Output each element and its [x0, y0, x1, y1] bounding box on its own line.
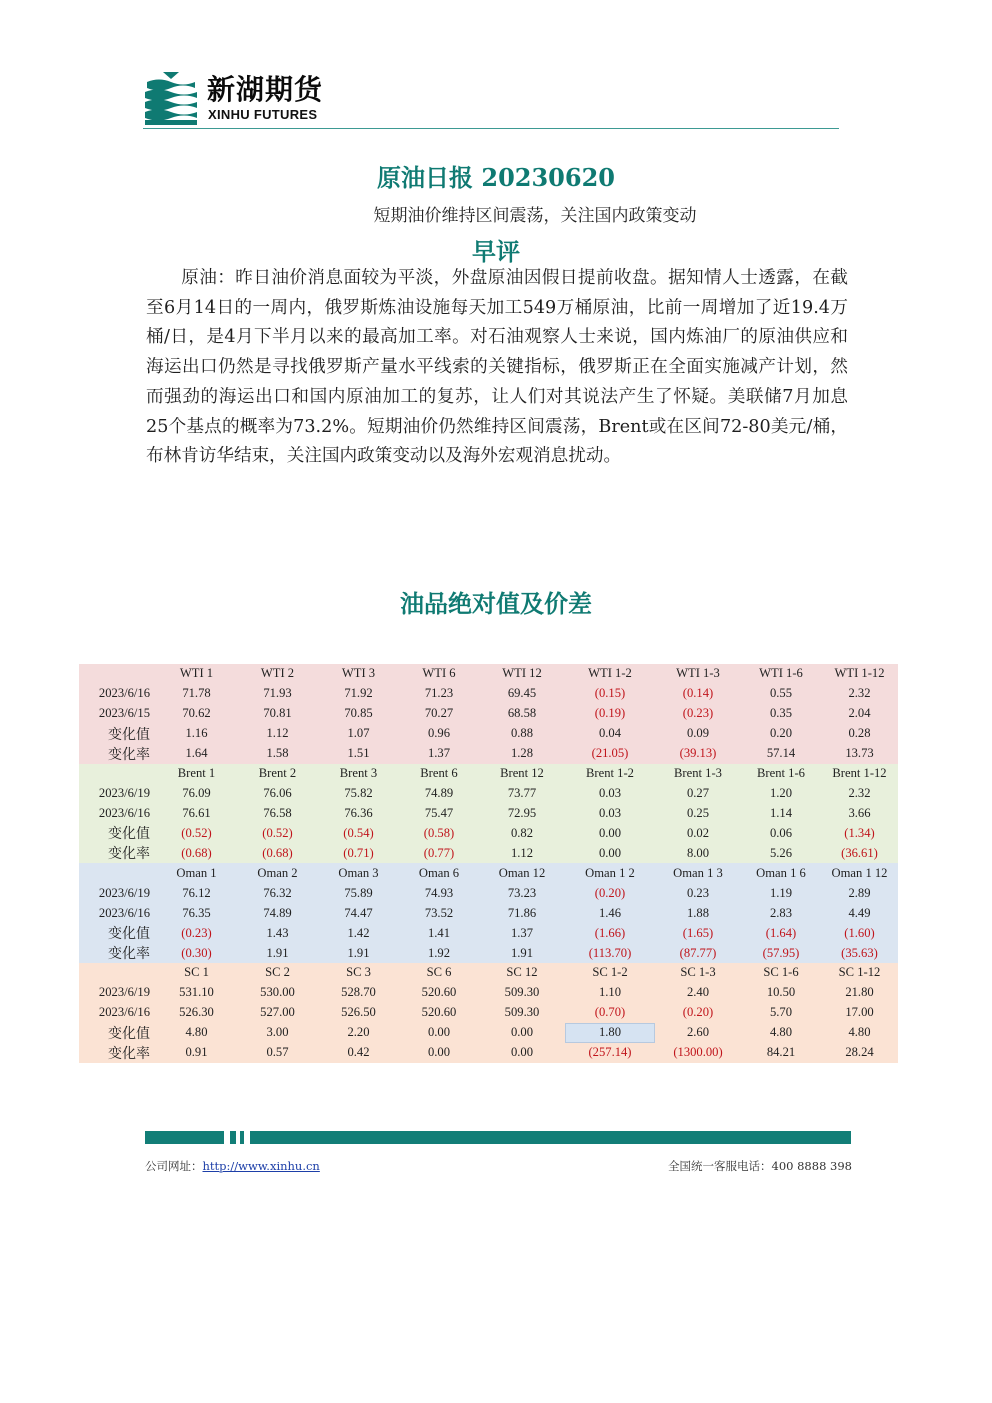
value-cell: 527.00 [237, 1003, 318, 1023]
column-header-cell: Oman 1 12 [821, 863, 898, 883]
value-cell: 73.77 [479, 784, 565, 804]
value-cell: 1.19 [741, 883, 821, 903]
value-cell: 0.25 [655, 803, 741, 823]
column-header-cell: Brent 1-3 [655, 764, 741, 784]
value-cell: (1.34) [821, 823, 898, 843]
value-cell: 0.20 [741, 724, 821, 744]
morning-review-heading: 早评 [472, 237, 520, 266]
value-cell: 1.37 [479, 923, 565, 943]
value-cell: 0.02 [655, 823, 741, 843]
value-cell: 509.30 [479, 1003, 565, 1023]
value-cell: 531.10 [156, 983, 237, 1003]
value-cell: (39.13) [655, 744, 741, 764]
value-cell: (257.14) [565, 1043, 655, 1063]
column-header-cell: Oman 1 3 [655, 863, 741, 883]
value-cell: 0.27 [655, 784, 741, 804]
column-header-cell: Brent 1-2 [565, 764, 655, 784]
report-title: 原油日报 20230620 [377, 163, 615, 192]
value-cell: 0.00 [479, 1023, 565, 1043]
value-cell: 13.73 [821, 744, 898, 764]
value-cell: 75.82 [318, 784, 399, 804]
value-cell: 1.91 [479, 943, 565, 963]
value-cell: 0.00 [399, 1043, 479, 1063]
value-cell: 2.32 [821, 784, 898, 804]
value-cell: 2.83 [741, 903, 821, 923]
value-cell: 0.23 [655, 883, 741, 903]
footer-site-link[interactable]: http://www.xinhu.cn [202, 1159, 320, 1173]
value-cell: 70.81 [237, 704, 318, 724]
value-cell: 0.04 [565, 724, 655, 744]
row-label-cell: 2023/6/16 [79, 803, 156, 823]
value-cell: 530.00 [237, 983, 318, 1003]
footer-hotline: 全国统一客服电话：400 8888 398 [668, 1159, 852, 1173]
value-cell: (0.68) [156, 843, 237, 863]
value-cell: 528.70 [318, 983, 399, 1003]
row-label-cell: 2023/6/16 [79, 684, 156, 704]
row-label-cell: 2023/6/19 [79, 784, 156, 804]
footer-site-label: 公司网址： [145, 1159, 203, 1173]
column-header-cell: SC 12 [479, 963, 565, 983]
table-row [79, 803, 898, 823]
row-label-cell: 变化率 [79, 843, 156, 863]
footer-bar-segment-2 [230, 1131, 236, 1144]
oil-price-table [79, 664, 898, 1063]
footer-bar-segment-4 [250, 1131, 851, 1144]
value-cell: 70.85 [318, 704, 399, 724]
value-cell: 71.93 [237, 684, 318, 704]
table-row [79, 704, 898, 724]
value-cell: 2.40 [655, 983, 741, 1003]
value-cell: 71.86 [479, 903, 565, 923]
value-cell: (0.14) [655, 684, 741, 704]
value-cell: (0.23) [655, 704, 741, 724]
value-cell: (113.70) [565, 943, 655, 963]
value-cell: (0.58) [399, 823, 479, 843]
column-header-cell: Oman 3 [318, 863, 399, 883]
value-cell: (0.71) [318, 843, 399, 863]
value-cell: 0.09 [655, 724, 741, 744]
value-cell: 0.00 [565, 823, 655, 843]
value-cell: 5.26 [741, 843, 821, 863]
footer-website [145, 1158, 320, 1174]
company-logo [143, 70, 333, 126]
value-cell: 4.49 [821, 903, 898, 923]
value-cell: 0.00 [479, 1043, 565, 1063]
row-label-cell: 2023/6/16 [79, 1003, 156, 1023]
morning-review-text: 原油：昨日油价消息面较为平淡，外盘原油因假日提前收盘。据知情人士透露，在截至6月14日的一周内，俄罗斯炼油设施每天加工549万桶原油，比前一周增加了近19.4万桶/日，是4月下半月以来的最高加工率。对石油观察人士来说，国内炼油厂的原油供应和海运出口仍然是寻找俄罗斯产量水平线索的关键指标，俄罗斯正在全面实施减产计划，然而强劲的海运出口和国内原油加工的复苏，让人们对其说法产生了怀疑。美联储7月加息25个基点的概率为73.2%。短期油价仍然维持区间震荡，Brent或在区间72-80美元/桶，布林肯访华结束，关注国内政策变动以及海外宏观消息扰动。 [146, 268, 848, 467]
value-cell: 1.42 [318, 923, 399, 943]
value-cell: 3.00 [237, 1023, 318, 1043]
row-label-cell: 变化率 [79, 943, 156, 963]
value-cell: 0.42 [318, 1043, 399, 1063]
value-cell: 0.96 [399, 724, 479, 744]
table-section-header-row [79, 764, 898, 784]
value-cell: 4.80 [821, 1023, 898, 1043]
value-cell: 1.88 [655, 903, 741, 923]
column-header-cell: WTI 2 [237, 664, 318, 684]
value-cell: (36.61) [821, 843, 898, 863]
value-cell: 0.91 [156, 1043, 237, 1063]
value-cell: 76.35 [156, 903, 237, 923]
table-row [79, 1003, 898, 1023]
logo-name-en: XINHU FUTURES [208, 107, 318, 122]
value-cell: 0.55 [741, 684, 821, 704]
value-cell: 0.28 [821, 724, 898, 744]
table-section-header-row [79, 863, 898, 883]
value-cell: 2.32 [821, 684, 898, 704]
value-cell: 21.80 [821, 983, 898, 1003]
value-cell: 71.92 [318, 684, 399, 704]
value-cell: 70.62 [156, 704, 237, 724]
value-cell: (1300.00) [655, 1043, 741, 1063]
column-header-cell: Brent 12 [479, 764, 565, 784]
value-cell: 76.36 [318, 803, 399, 823]
value-cell: 520.60 [399, 983, 479, 1003]
value-cell: (0.70) [565, 1003, 655, 1023]
value-cell: 0.03 [565, 803, 655, 823]
value-cell: (0.15) [565, 684, 655, 704]
table-row [79, 784, 898, 804]
value-cell: 526.50 [318, 1003, 399, 1023]
value-cell: 69.45 [479, 684, 565, 704]
value-cell: (0.20) [655, 1003, 741, 1023]
value-cell: 73.52 [399, 903, 479, 923]
value-cell: 1.43 [237, 923, 318, 943]
value-cell: 68.58 [479, 704, 565, 724]
value-cell: 74.89 [399, 784, 479, 804]
column-header-cell: WTI 12 [479, 664, 565, 684]
value-cell: 1.51 [318, 744, 399, 764]
row-label-cell: 变化值 [79, 1023, 156, 1043]
value-cell: 526.30 [156, 1003, 237, 1023]
value-cell: 0.82 [479, 823, 565, 843]
value-cell: 70.27 [399, 704, 479, 724]
value-cell: (21.05) [565, 744, 655, 764]
column-header-cell: Brent 1-12 [821, 764, 898, 784]
row-label-cell: 变化值 [79, 923, 156, 943]
column-header-cell: Oman 1 6 [741, 863, 821, 883]
value-cell: 4.80 [741, 1023, 821, 1043]
value-cell: (0.52) [156, 823, 237, 843]
column-header-cell: WTI 3 [318, 664, 399, 684]
selected-value-cell: 1.80 [565, 1023, 655, 1043]
value-cell: 1.46 [565, 903, 655, 923]
value-cell: 1.37 [399, 744, 479, 764]
value-cell: 84.21 [741, 1043, 821, 1063]
report-subtitle: 短期油价维持区间震荡，关注国内政策变动 [373, 206, 697, 226]
value-cell: 1.41 [399, 923, 479, 943]
value-cell: 2.89 [821, 883, 898, 903]
value-cell: 0.00 [399, 1023, 479, 1043]
column-header-cell: WTI 1-12 [821, 664, 898, 684]
table-row [79, 684, 898, 704]
value-cell: 5.70 [741, 1003, 821, 1023]
value-cell: 74.93 [399, 883, 479, 903]
column-header-cell: SC 1 [156, 963, 237, 983]
value-cell: (1.65) [655, 923, 741, 943]
table-row [79, 923, 898, 943]
value-cell: 76.09 [156, 784, 237, 804]
value-cell: 17.00 [821, 1003, 898, 1023]
header-blank-cell [79, 863, 156, 883]
row-label-cell: 变化率 [79, 744, 156, 764]
value-cell: 71.23 [399, 684, 479, 704]
column-header-cell: SC 2 [237, 963, 318, 983]
column-header-cell: WTI 6 [399, 664, 479, 684]
price-table-heading: 油品绝对值及价差 [400, 589, 592, 618]
row-label-cell: 变化值 [79, 823, 156, 843]
value-cell: 72.95 [479, 803, 565, 823]
value-cell: 0.03 [565, 784, 655, 804]
value-cell: 0.35 [741, 704, 821, 724]
column-header-cell: Oman 2 [237, 863, 318, 883]
value-cell: (1.64) [741, 923, 821, 943]
value-cell: 73.23 [479, 883, 565, 903]
value-cell: (1.60) [821, 923, 898, 943]
value-cell: (1.66) [565, 923, 655, 943]
value-cell: (0.20) [565, 883, 655, 903]
value-cell: (0.19) [565, 704, 655, 724]
value-cell: (0.30) [156, 943, 237, 963]
value-cell: 76.58 [237, 803, 318, 823]
value-cell: 0.88 [479, 724, 565, 744]
table-row [79, 1023, 898, 1043]
row-label-cell: 变化值 [79, 724, 156, 744]
table-row [79, 823, 898, 843]
table-row [79, 744, 898, 764]
value-cell: (35.63) [821, 943, 898, 963]
logo-name-cn: 新湖期货 [207, 73, 324, 106]
table-section-header-row [79, 963, 898, 983]
value-cell: 2.20 [318, 1023, 399, 1043]
value-cell: 1.14 [741, 803, 821, 823]
column-header-cell: WTI 1-3 [655, 664, 741, 684]
column-header-cell: WTI 1 [156, 664, 237, 684]
value-cell: 2.04 [821, 704, 898, 724]
value-cell: 1.16 [156, 724, 237, 744]
row-label-cell: 2023/6/19 [79, 983, 156, 1003]
column-header-cell: Oman 12 [479, 863, 565, 883]
value-cell: (87.77) [655, 943, 741, 963]
value-cell: (0.77) [399, 843, 479, 863]
value-cell: 8.00 [655, 843, 741, 863]
value-cell: 1.12 [237, 724, 318, 744]
value-cell: 3.66 [821, 803, 898, 823]
value-cell: 0.00 [565, 843, 655, 863]
value-cell: 1.12 [479, 843, 565, 863]
value-cell: 74.89 [237, 903, 318, 923]
value-cell: 1.91 [318, 943, 399, 963]
row-label-cell: 变化率 [79, 1043, 156, 1063]
value-cell: 75.47 [399, 803, 479, 823]
table-row [79, 903, 898, 923]
value-cell: 71.78 [156, 684, 237, 704]
header-blank-cell [79, 764, 156, 784]
value-cell: 0.06 [741, 823, 821, 843]
table-row [79, 724, 898, 744]
table-section-header-row [79, 664, 898, 684]
column-header-cell: Brent 2 [237, 764, 318, 784]
column-header-cell: SC 1-2 [565, 963, 655, 983]
table-row [79, 943, 898, 963]
column-header-cell: SC 1-12 [821, 963, 898, 983]
column-header-cell: SC 1-3 [655, 963, 741, 983]
column-header-cell: SC 3 [318, 963, 399, 983]
value-cell: 1.91 [237, 943, 318, 963]
column-header-cell: Oman 6 [399, 863, 479, 883]
table-row [79, 843, 898, 863]
value-cell: 76.06 [237, 784, 318, 804]
column-header-cell: WTI 1-6 [741, 664, 821, 684]
value-cell: 76.32 [237, 883, 318, 903]
value-cell: 75.89 [318, 883, 399, 903]
value-cell: 1.20 [741, 784, 821, 804]
value-cell: (0.54) [318, 823, 399, 843]
value-cell: 10.50 [741, 983, 821, 1003]
value-cell: 520.60 [399, 1003, 479, 1023]
column-header-cell: Brent 1 [156, 764, 237, 784]
value-cell: 57.14 [741, 744, 821, 764]
row-label-cell: 2023/6/16 [79, 903, 156, 923]
value-cell: 509.30 [479, 983, 565, 1003]
column-header-cell: Brent 6 [399, 764, 479, 784]
value-cell: 4.80 [156, 1023, 237, 1043]
value-cell: 76.12 [156, 883, 237, 903]
column-header-cell: WTI 1-2 [565, 664, 655, 684]
row-label-cell: 2023/6/19 [79, 883, 156, 903]
column-header-cell: Oman 1 2 [565, 863, 655, 883]
header-blank-cell [79, 664, 156, 684]
footer-bar-segment-1 [145, 1131, 224, 1144]
column-header-cell: Brent 3 [318, 764, 399, 784]
value-cell: (0.23) [156, 923, 237, 943]
table-row [79, 983, 898, 1003]
value-cell: 1.64 [156, 744, 237, 764]
xinhu-wave-logo-icon [143, 70, 199, 126]
table-row [79, 1043, 898, 1063]
header-divider [143, 128, 839, 129]
value-cell: 2.60 [655, 1023, 741, 1043]
footer-bar-segment-3 [240, 1131, 244, 1144]
value-cell: (0.52) [237, 823, 318, 843]
column-header-cell: SC 1-6 [741, 963, 821, 983]
value-cell: 1.28 [479, 744, 565, 764]
value-cell: 1.92 [399, 943, 479, 963]
table-row [79, 883, 898, 903]
value-cell: (0.68) [237, 843, 318, 863]
value-cell: 1.10 [565, 983, 655, 1003]
value-cell: 76.61 [156, 803, 237, 823]
value-cell: 1.07 [318, 724, 399, 744]
value-cell: 74.47 [318, 903, 399, 923]
header-blank-cell [79, 963, 156, 983]
value-cell: 1.58 [237, 744, 318, 764]
column-header-cell: SC 6 [399, 963, 479, 983]
value-cell: 28.24 [821, 1043, 898, 1063]
value-cell: 0.57 [237, 1043, 318, 1063]
row-label-cell: 2023/6/15 [79, 704, 156, 724]
value-cell: (57.95) [741, 943, 821, 963]
column-header-cell: Brent 1-6 [741, 764, 821, 784]
column-header-cell: Oman 1 [156, 863, 237, 883]
